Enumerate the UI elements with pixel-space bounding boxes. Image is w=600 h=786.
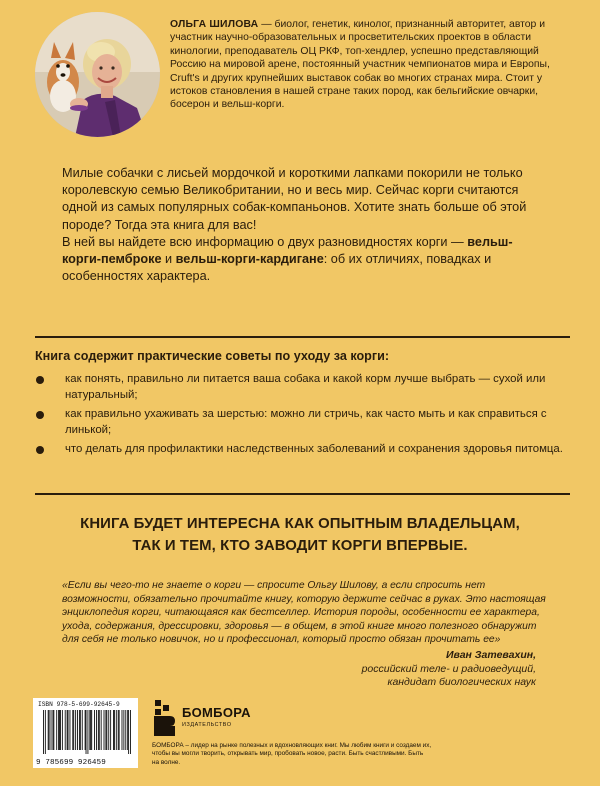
intro-p2-end: : об их отличиях, повадках и особенностях характера. <box>62 252 492 284</box>
barcode <box>33 698 138 768</box>
tips-title: Книга содержит практические советы по уходу за корги: <box>35 349 390 363</box>
publisher-subtitle: ИЗДАТЕЛЬСТВО <box>182 722 232 728</box>
divider <box>35 336 570 338</box>
author-bio-text: — биолог, генетик, кинолог, признанный авторитет, автор и участник научно-образовательных и просветительских проектов в области кинологии, преподаватель ОЦ РКФ, топ-хендлер, успешно представляющий Россию на мировой арене, постоянный участник чемпионатов мира и Европы, Cruft's и других крупнейших выставок собак во многих странах мира. Стоит у истоков становления в нашей стране таких пород, как бельгийские овчарки, босерон и вельш-корги. <box>170 19 550 111</box>
publisher-name: БОМБОРА <box>182 705 251 720</box>
tips-list <box>35 372 575 462</box>
publisher-logo-icon <box>152 700 176 736</box>
quote-author <box>236 649 536 690</box>
divider <box>35 493 570 495</box>
quote-author-role-1: российский теле- и радиоведущий, <box>361 662 536 675</box>
headline-line-1: КНИГА БУДЕТ ИНТЕРЕСНА КАК ОПЫТНЫМ ВЛАДЕЛЬЦАМ, <box>80 516 520 532</box>
headline-line-2: ТАК И ТЕМ, КТО ЗАВОДИТ КОРГИ ВПЕРВЫЕ. <box>132 538 468 554</box>
isbn-text: ISBN 978-5-699-92645-9 <box>38 701 120 708</box>
tip-text: что делать для профилактики наследственных заболеваний и сохранения здоровья питомца. <box>65 443 563 456</box>
intro-p2-and: и <box>161 252 176 267</box>
bullet-icon <box>36 376 44 384</box>
author-bio <box>170 18 570 112</box>
tip-text: как понять, правильно ли питается ваша собака и какой корм лучше выбрать — сухой или натуральный; <box>65 373 546 401</box>
breed-cardigan: вельш-корги-кардигане <box>175 252 324 267</box>
bullet-icon <box>36 411 44 419</box>
quote-author-role-2: кандидат биологических наук <box>387 676 536 689</box>
tip-text: как правильно ухаживать за шерстью: можно ли стричь, как часто мыть и как справиться с линькой; <box>65 408 547 436</box>
list-item <box>35 372 575 403</box>
author-name: ОЛЬГА ШИЛОВА <box>170 19 259 30</box>
barcode-number: 9 785699 926459 <box>36 759 106 767</box>
intro-p2-start: В ней вы найдете всю информацию о двух разновидностях корги — <box>62 234 468 249</box>
intro-text <box>62 165 532 285</box>
list-item <box>35 442 575 458</box>
headline <box>20 513 580 557</box>
quote-author-name: Иван Затевахин, <box>445 649 536 661</box>
bullet-icon <box>36 446 44 454</box>
barcode-bars-icon <box>43 710 131 754</box>
review-quote: «Если вы чего-то не знаете о корги — спросите Ольгу Шилову, а если спросить нет возможности, обязательно прочитайте книгу, которую держите сейчас в руках. Это настоящая энциклопедия корги, читающаяся как бестселлер. История породы, особенности ее характера, ухода, содержания, дрессировки, здоровья — в общем, в этой книге много полезного обнаружит для себя не только новичок, но и профессионал, который просто обязан прочитать ее» <box>62 580 546 646</box>
publisher-note: БОМБОРА – лидер на рынке полезных и вдохновляющих книг. Мы любим книги и создаем их, чтобы вы могли творить, открывать мир, пробовать новое, расти. Быть счастливыми. Быть на волне. <box>152 742 432 766</box>
author-photo <box>35 12 160 137</box>
list-item <box>35 407 575 438</box>
intro-paragraph-1: Милые собачки с лисьей мордочкой и короткими лапками покорили не только королевскую семью Великобритании, но и весь мир. Сейчас корги считаются одной из самых популярных собак-компаньонов. Хотите знать больше об этой породе? Тогда эта книга для вас! <box>62 166 527 232</box>
breed-pembroke: вельш-корги-пемброке <box>62 234 513 267</box>
intro-paragraph-2 <box>62 234 532 286</box>
